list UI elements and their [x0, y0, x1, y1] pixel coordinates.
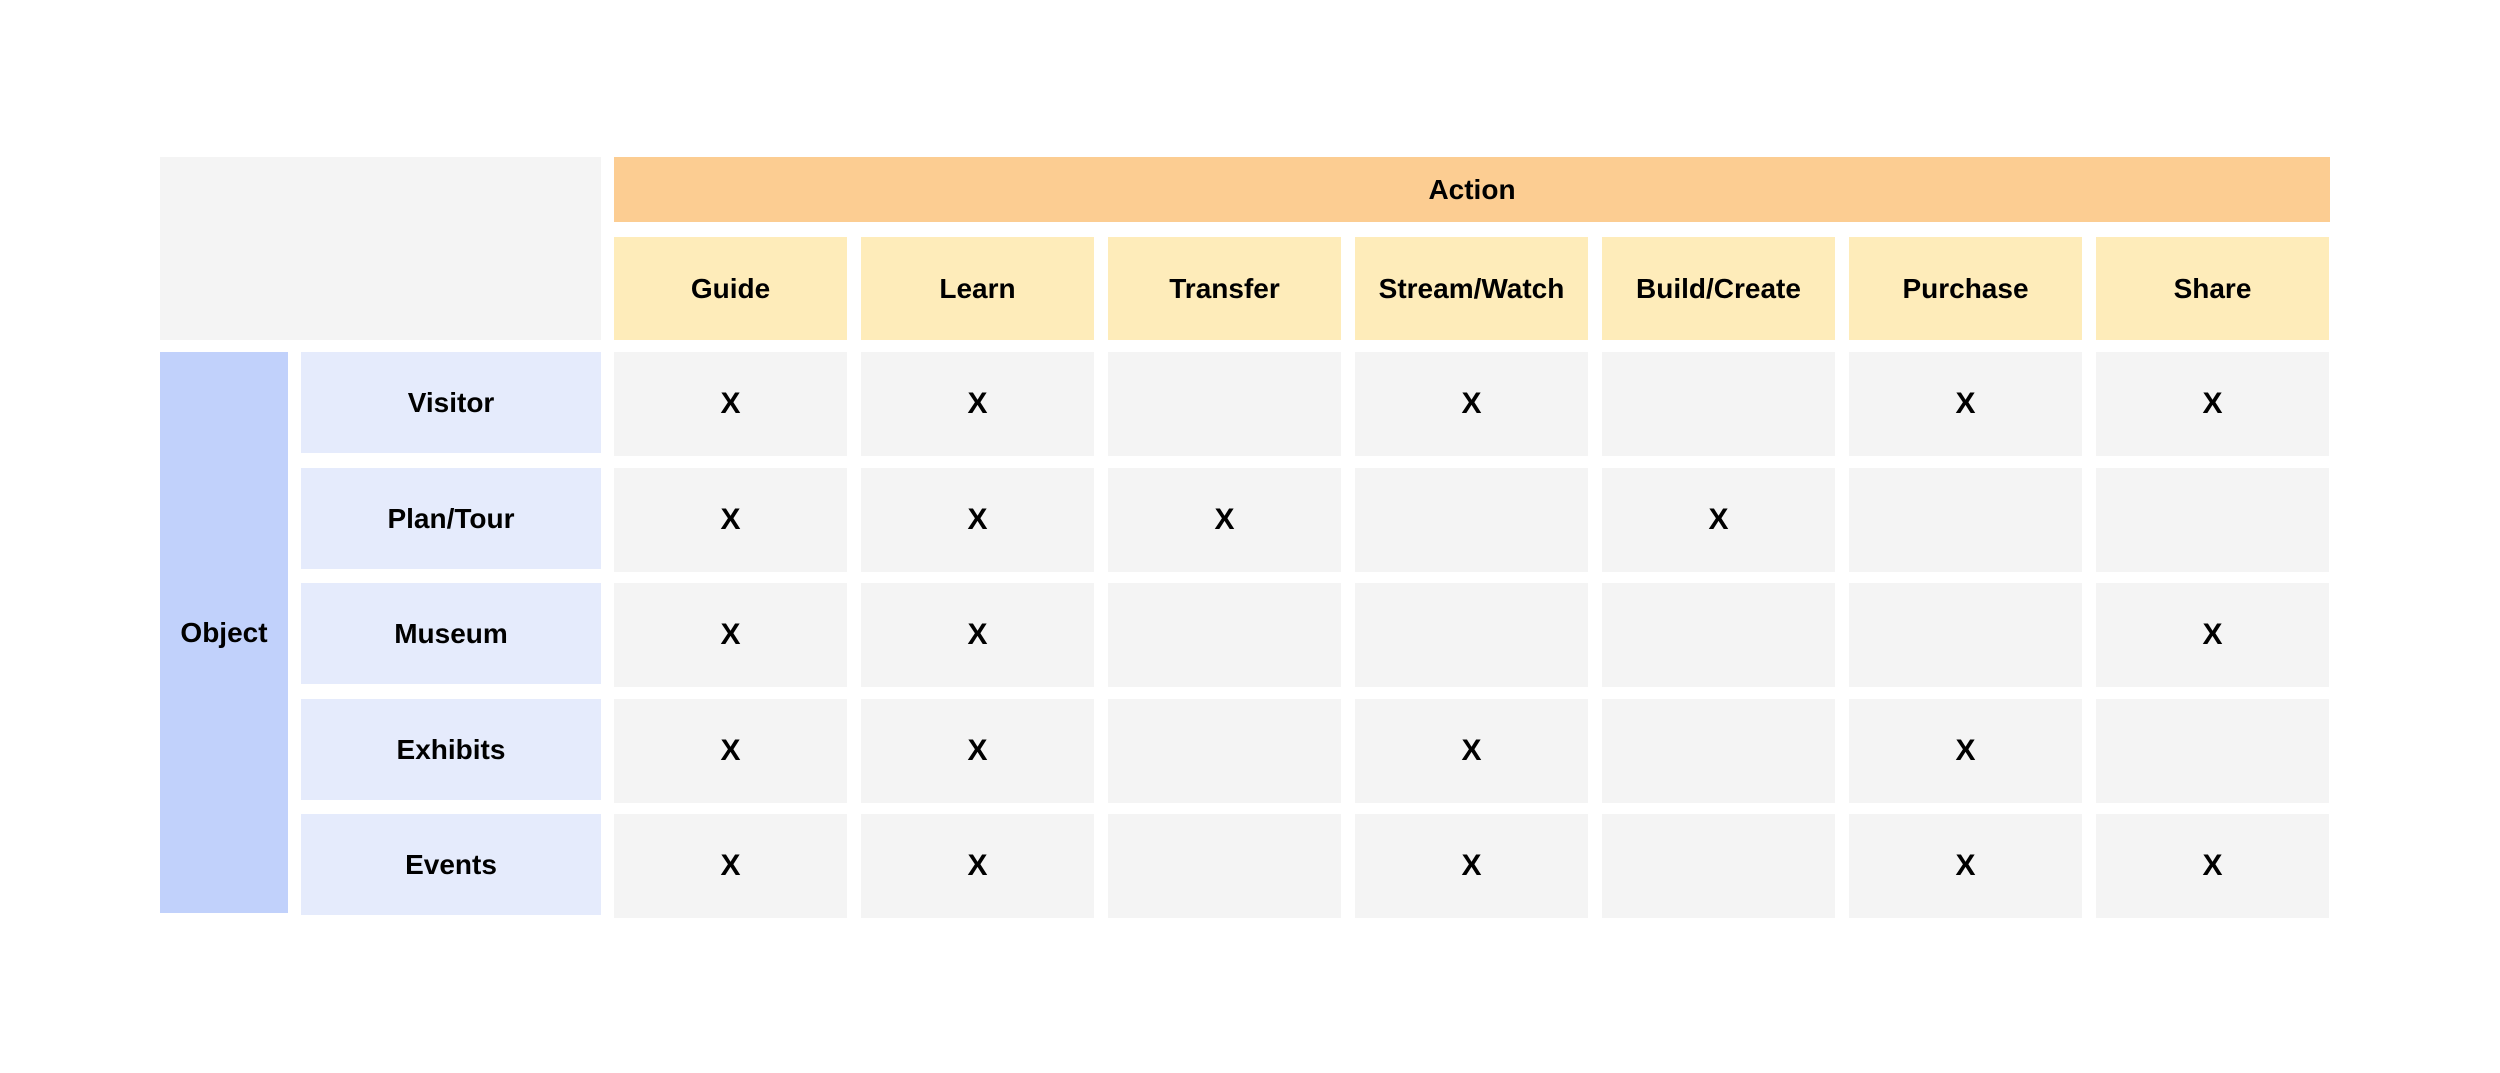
matrix-cell: X	[861, 352, 1094, 456]
action-header: Action	[614, 157, 2330, 222]
matrix-cell	[1602, 699, 1835, 803]
matrix-cell: X	[2096, 583, 2329, 687]
matrix-cell: X	[1355, 814, 1588, 918]
matrix-cell: X	[1355, 699, 1588, 803]
matrix-cell: X	[614, 699, 847, 803]
matrix-cell	[1602, 352, 1835, 456]
matrix-cell	[1108, 583, 1341, 687]
matrix-cell: X	[861, 583, 1094, 687]
column-header: Build/Create	[1602, 237, 1835, 340]
row-header: Plan/Tour	[301, 468, 601, 569]
matrix-cell: X	[614, 814, 847, 918]
matrix-cell	[1108, 352, 1341, 456]
matrix-cell: X	[2096, 352, 2329, 456]
matrix-cell: X	[1108, 468, 1341, 572]
row-header: Visitor	[301, 352, 601, 453]
matrix-cell	[2096, 468, 2329, 572]
object-label: Object	[160, 352, 288, 913]
matrix-cell	[1108, 814, 1341, 918]
matrix-cell	[1849, 468, 2082, 572]
row-header: Events	[301, 814, 601, 915]
matrix-cell	[1355, 468, 1588, 572]
matrix-cell	[2096, 699, 2329, 803]
matrix-cell: X	[1355, 352, 1588, 456]
matrix-cell: X	[614, 468, 847, 572]
row-header: Museum	[301, 583, 601, 684]
column-header: Share	[2096, 237, 2329, 340]
matrix-cell: X	[861, 699, 1094, 803]
matrix-cell	[1108, 699, 1341, 803]
matrix-cell: X	[1849, 699, 2082, 803]
matrix-cell: X	[1849, 352, 2082, 456]
row-header: Exhibits	[301, 699, 601, 800]
matrix-cell: X	[861, 468, 1094, 572]
column-header: Guide	[614, 237, 847, 340]
column-header: Stream/Watch	[1355, 237, 1588, 340]
column-header: Learn	[861, 237, 1094, 340]
matrix-cell	[1849, 583, 2082, 687]
matrix-cell	[1355, 583, 1588, 687]
matrix-cell	[1602, 583, 1835, 687]
corner-cell	[160, 157, 601, 340]
matrix-cell: X	[1849, 814, 2082, 918]
matrix-cell: X	[614, 352, 847, 456]
matrix-cell: X	[614, 583, 847, 687]
column-header: Purchase	[1849, 237, 2082, 340]
matrix-cell	[1602, 814, 1835, 918]
matrix-cell: X	[861, 814, 1094, 918]
matrix-cell: X	[1602, 468, 1835, 572]
column-header: Transfer	[1108, 237, 1341, 340]
matrix-cell: X	[2096, 814, 2329, 918]
